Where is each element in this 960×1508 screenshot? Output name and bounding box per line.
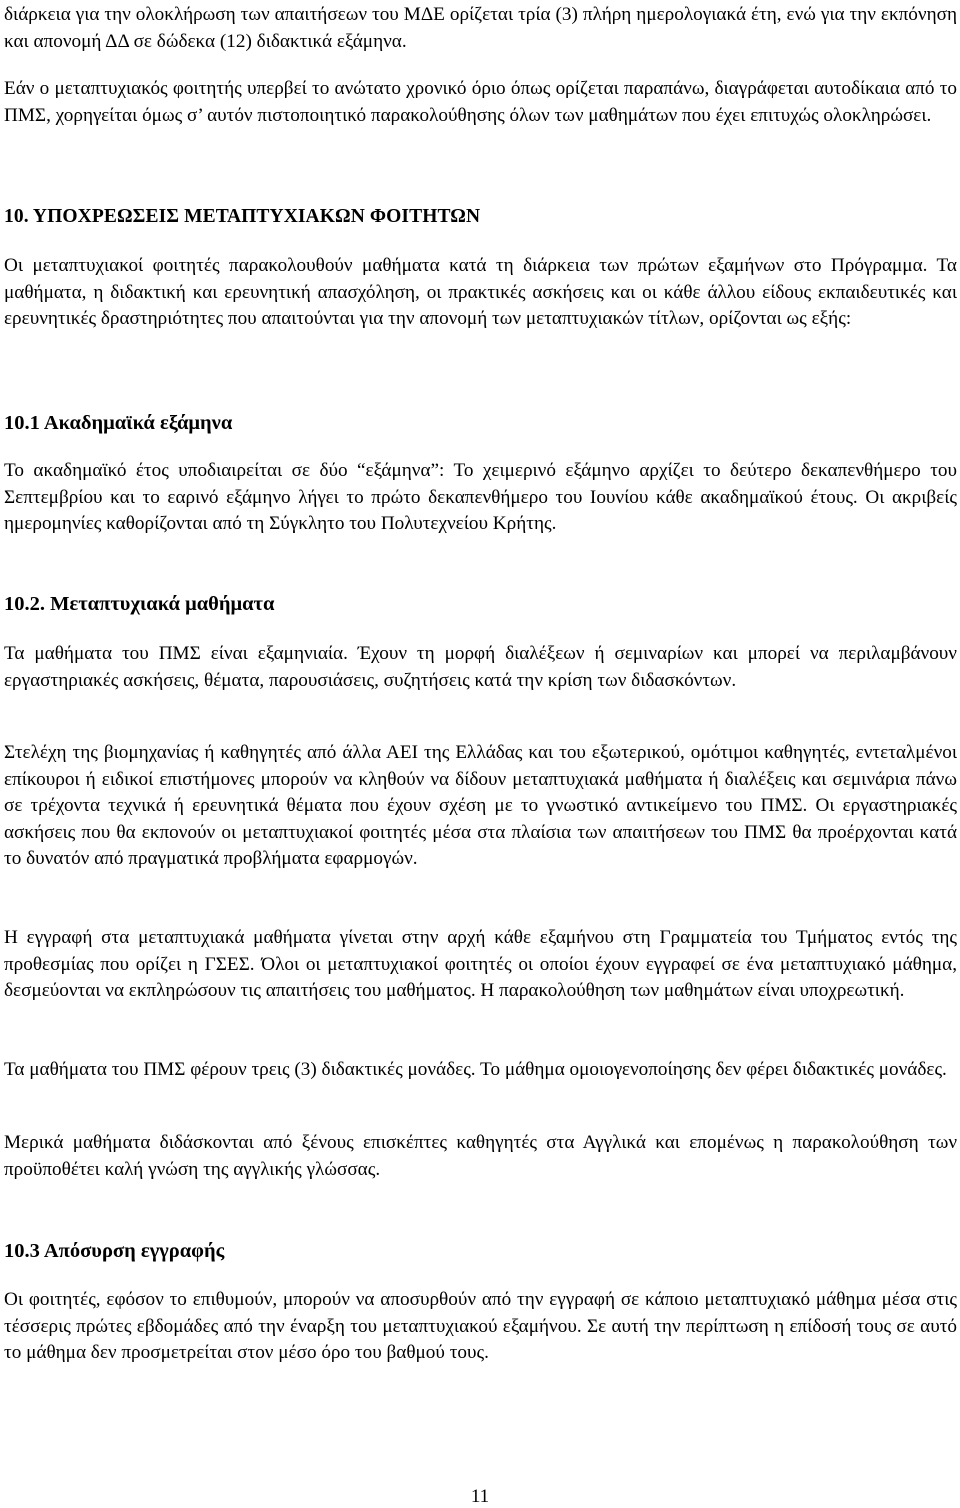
paragraph-academic-semesters: Το ακαδημαϊκό έτος υποδιαιρείται σε δύο “εξάμηνα”: Το χειμερινό εξάμηνο αρχίζει το δεύτερο δεκαπενθήμερο του Σεπτεμβρίου και το εαρινό εξάμηνο λήγει το πρώτο δεκαπενθήμερο του Ιουνίου κάθε ακαδημαϊκού έτους. Οι ακριβείς ημερομηνίες καθορίζονται από τη Σύγκλητο του Πολυτεχνείου Κρήτης. bbox=[4, 460, 957, 535]
paragraph-time-limit-exceeded: Εάν ο μεταπτυχιακός φοιτητής υπερβεί το ανώτατο χρονικό όριο όπως ορίζεται παραπάνω, διαγράφεται αυτοδίκαια από το ΠΜΣ, χορηγείται όμως σ’ αυτόν πιστοποιητικό παρακολούθησης όλων των μαθημάτων που έχει επιτυχώς ολοκληρώσει. bbox=[4, 78, 957, 126]
paragraph-credit-units: Τα μαθήματα του ΠΜΣ φέρουν τρεις (3) διδακτικές μονάδες. Το μάθημα ομοιογενοποίησης δεν φέρει διδακτικές μονάδες. bbox=[4, 1059, 947, 1080]
paragraph-guest-instructors: Στελέχη της βιομηχανίας ή καθηγητές από άλλα ΑΕΙ της Ελλάδας και του εξωτερικού, ομότιμοι καθηγητές, εντεταλμένοι επίκουροι ή ειδικοί επιστήμονες μπορούν να κληθούν να δίδουν μεταπτυχιακά μαθήματα ή διαλέξεις και σεμινάρια πάνω σε τρέχοντα τεχνικά ή ερευνητικά θέματα που έχουν σχέση με το γνωστικό αντικείμενο του ΠΜΣ. Οι εργαστηριακές ασκήσεις που θα εκπονούν οι μεταπτυχιακοί φοιτητές μέσα στα πλαίσια των απαιτήσεων του ΠΜΣ θα προέρχονται κατά το δυνατόν από πραγματικά προβλήματα εφαρμογών. bbox=[4, 742, 957, 870]
section-heading-10-2: 10.2. Μεταπτυχιακά μαθήματα bbox=[4, 593, 275, 615]
paragraph-courses-format: Τα μαθήματα του ΠΜΣ είναι εξαμηνιαία. Έχουν τη μορφή διαλέξεων ή σεμιναρίων και μπορεί να περιλαμβάνουν εργαστηριακές ασκήσεις, θέματα, παρουσιάσεις, συζητήσεις κατά την κρίση των διδασκόντων. bbox=[4, 643, 957, 691]
section-heading-10-1: 10.1 Ακαδημαϊκά εξάμηνα bbox=[4, 412, 233, 434]
page-number: 11 bbox=[470, 1486, 490, 1507]
paragraph-course-registration: Η εγγραφή στα μεταπτυχιακά μαθήματα γίνεται στην αρχή κάθε εξαμήνου στη Γραμματεία του Τμήματος εντός της προθεσμίας που ορίζει η ΓΣΕΣ. Όλοι οι μεταπτυχιακοί φοιτητές οι οποίοι έχουν εγγραφεί σε ένα μεταπτυχιακό μάθημα, δεσμεύονται να εκπληρώσουν τις απαιτήσεις του μαθήματος. Η παρακολούθηση των μαθημάτων είναι υποχρεωτική. bbox=[4, 927, 957, 1002]
paragraph-student-obligations: Οι μεταπτυχιακοί φοιτητές παρακολουθούν μαθήματα κατά τη διάρκεια των πρώτων εξαμήνων στο Πρόγραμμα. Τα μαθήματα, η διδακτική και ερευνητική απασχόληση, οι πρακτικές ασκήσεις και οι κάθε άλλου είδους εκπαιδευτικές και ερευνητικές δραστηριότητες που απαιτούνται για την απονομή των μεταπτυχιακών τίτλων, ορίζονται ως εξής: bbox=[4, 255, 957, 330]
section-heading-10: 10. ΥΠΟΧΡΕΩΣΕΙΣ ΜΕΤΑΠΤΥΧΙΑΚΩΝ ΦΟΙΤΗΤΩΝ bbox=[4, 206, 481, 227]
paragraph-withdrawal: Οι φοιτητές, εφόσον το επιθυμούν, μπορούν να αποσυρθούν από την εγγραφή σε κάποιο μεταπτυχιακό μάθημα μέσα στις τέσσερις πρώτες εβδομάδες από την έναρξη του μεταπτυχιακού εξαμήνου. Σε αυτή την περίπτωση η επίδοσή τους σε αυτό το μάθημα δεν προσμετρείται στον μέσο όρο του βαθμού τους. bbox=[4, 1289, 957, 1364]
paragraph-english-courses: Μερικά μαθήματα διδάσκονται από ξένους επισκέπτες καθηγητές στα Αγγλικά και επομένως η παρακολούθηση των προϋποθέτει καλή γνώση της αγγλικής γλώσσας. bbox=[4, 1132, 957, 1180]
section-heading-10-3: 10.3 Απόσυρση εγγραφής bbox=[4, 1240, 225, 1262]
paragraph-duration-limits: διάρκεια για την ολοκλήρωση των απαιτήσεων του ΜΔΕ ορίζεται τρία (3) πλήρη ημερολογιακά έτη, ενώ για την εκπόνηση και απονομή ΔΔ σε δώδεκα (12) διδακτικά εξάμηνα. bbox=[4, 4, 957, 52]
